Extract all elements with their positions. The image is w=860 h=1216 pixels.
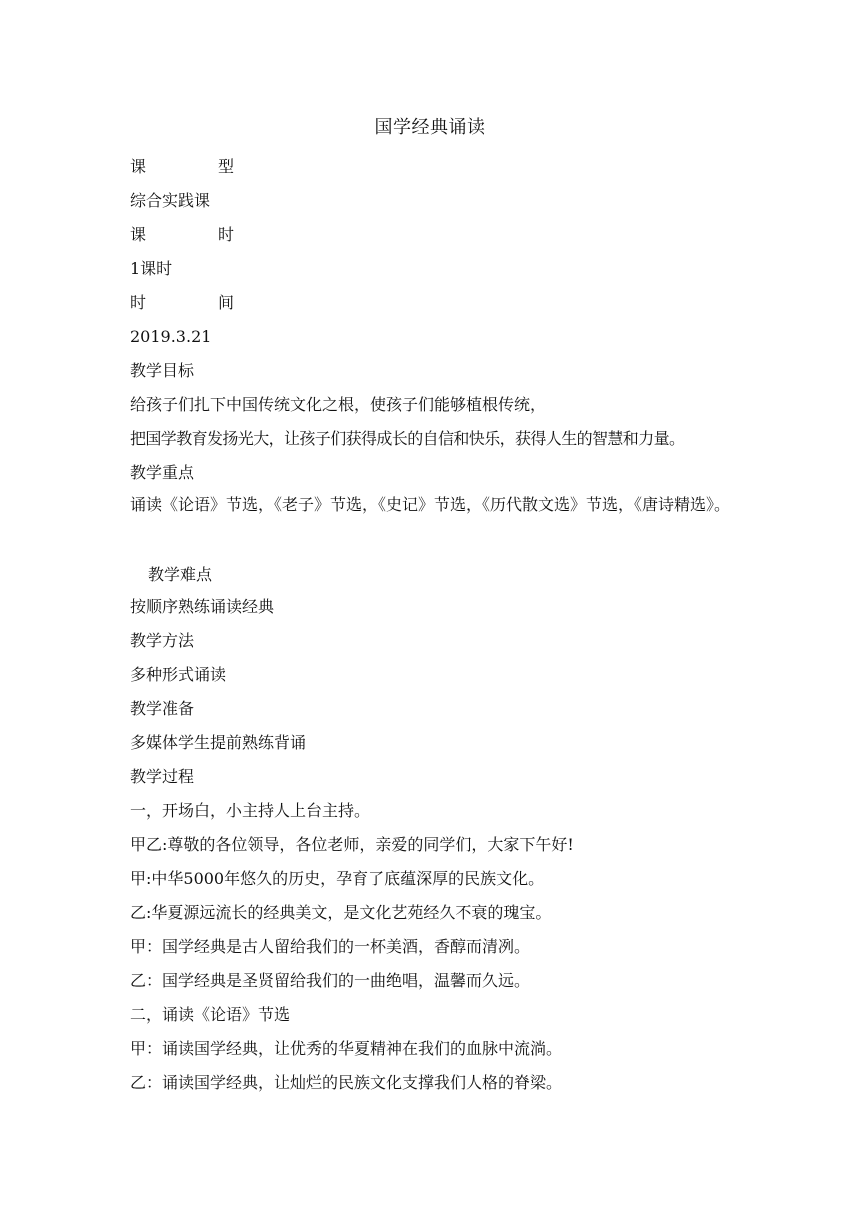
process-line: 乙：诵读国学经典，让灿烂的民族文化支撑我们人格的脊梁。	[130, 1073, 563, 1092]
process-heading: 教学过程	[130, 767, 195, 786]
course-type-label-char-2: 型	[218, 157, 235, 176]
course-hours-label-char-1: 课	[130, 225, 147, 244]
process-line: 乙：国学经典是圣贤留给我们的一曲绝唱，温馨而久远。	[130, 971, 531, 990]
course-hours-label-char-2: 时	[218, 225, 235, 244]
course-time-label-char-2: 间	[218, 293, 235, 312]
process-line: 甲：诵读国学经典，让优秀的华夏精神在我们的血脉中流淌。	[130, 1039, 563, 1058]
key-points-text: 诵读《论语》节选，《老子》节选，《史记》节选，《历代散文选》节选，《唐诗精选》。	[130, 495, 731, 514]
objective-heading: 教学目标	[130, 361, 195, 380]
process-line: 二，诵读《论语》节选	[130, 1005, 291, 1024]
method-heading: 教学方法	[130, 631, 195, 650]
course-type-label	[130, 156, 740, 178]
difficulty-heading: 教学难点	[148, 565, 213, 584]
course-type-value: 综合实践课	[130, 191, 211, 210]
process-line: 乙:华夏源远流长的经典美文，是文化艺苑经久不衰的瑰宝。	[130, 903, 552, 922]
course-hours-value: 1课时	[130, 259, 173, 278]
course-hours-label	[130, 224, 740, 246]
process-line: 一，开场白，小主持人上台主持。	[130, 801, 371, 820]
process-line: 甲:中华5000年悠久的历史，孕育了底蕴深厚的民族文化。	[130, 869, 545, 888]
process-line: 甲乙:尊敬的各位领导，各位老师，亲爱的同学们，大家下午好!	[130, 835, 574, 854]
objective-line-2: 把国学教育发扬光大，让孩子们获得成长的自信和快乐，获得人生的智慧和力量。	[130, 429, 685, 448]
course-type-label-char-1: 课	[130, 157, 147, 176]
method-text: 多种形式诵读	[130, 665, 227, 684]
key-points-heading: 教学重点	[130, 463, 195, 482]
process-line: 甲：国学经典是古人留给我们的一杯美酒，香醇而清冽。	[130, 937, 531, 956]
course-time-value: 2019.3.21	[130, 327, 212, 346]
objective-line-1: 给孩子们扎下中国传统文化之根，使孩子们能够植根传统，	[130, 395, 547, 414]
difficulty-text: 按顺序熟练诵读经典	[130, 597, 275, 616]
preparation-heading: 教学准备	[130, 699, 195, 718]
course-time-label	[130, 292, 740, 314]
document-title: 国学经典诵读	[374, 117, 486, 138]
course-time-label-char-1: 时	[130, 293, 147, 312]
preparation-text: 多媒体学生提前熟练背诵	[130, 733, 307, 752]
